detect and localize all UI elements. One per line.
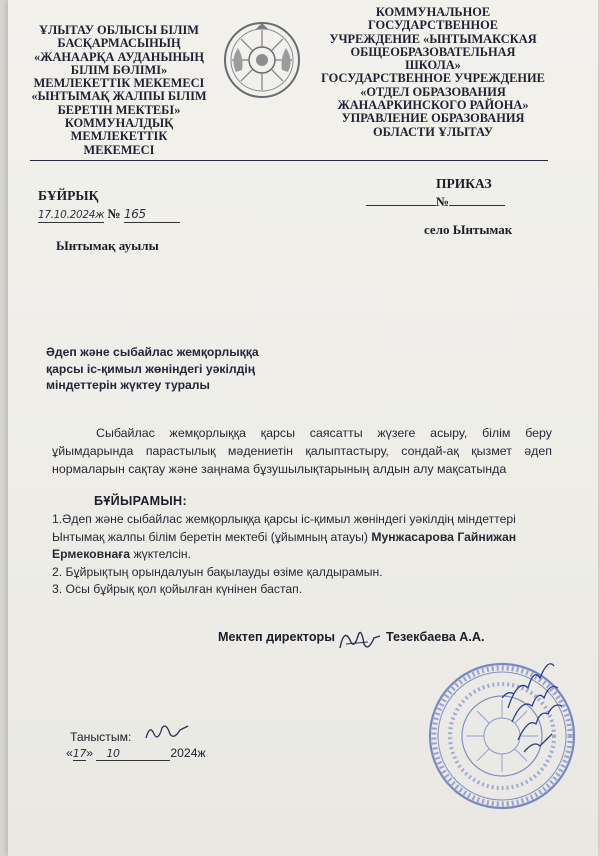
order-date-number [38,206,188,223]
header-left-line: БЕРЕТІН МЕКТЕБІ» [57,102,181,117]
header-right-line: УПРАВЛЕНИЕ ОБРАЗОВАНИЯ [341,111,525,126]
header-left-line: МЕКЕМЕСІ [83,142,155,157]
header-left-kazakh [30,24,208,157]
order-number-sign-ru: № [436,194,450,209]
header-right-line: ГОСУДАРСТВЕННОЕ УЧРЕЖДЕНИЕ [321,71,545,86]
order-label-kz: БҰЙРЫҚ [38,188,99,203]
acknowledgement-label: Таныстым: [70,730,132,744]
subject-line: міндеттерін жүктеу туралы [46,378,210,392]
handwritten-note-signature-icon [478,648,568,758]
order-subject [46,344,306,394]
order-date-handwritten: 17.10.2024ж [38,209,105,221]
header-right-line: ОБЩЕОБРАЗОВАТЕЛЬНАЯ [350,44,516,59]
item1-end: жүктелсін. [133,547,192,562]
order-items [52,511,552,599]
header-right-russian [308,6,558,139]
subject-line: Әдеп және сыбайлас жемқорлыққа [46,345,259,359]
close-quote: » [86,746,93,760]
item1-name: Мунжасарова Гайнижан Ермековнаға [52,529,517,562]
director-signature-icon [334,618,384,658]
preamble-text: Сыбайлас жемқорлыққа қарсы саясатты жүзеге асыру, білім беру ұйымдарында парастылық мәдениетін қалыптастыру, сондай-ақ қызмет әдеп нормаларын сақтау және заңнама бұзушылықтарының алдын алу мақсатында [52,426,552,476]
number-blank-line [449,205,505,206]
header-left-line: ҰЛЫТАУ ОБЛЫСЫ БІЛІМ [39,23,199,37]
open-quote: « [66,746,73,760]
order-label-ru: ПРИКАЗ [436,176,492,191]
order-word: БҰЙЫРАМЫН: [94,494,187,508]
acknowledgement-date [66,746,206,761]
ack-year: 2024ж [170,746,206,760]
header-right-line: КОММУНАЛЬНОЕ [375,5,491,19]
header-right-line: ЖАНААРКИНСКОГО РАЙОНА» [337,98,529,113]
header-left-line: МЕМЛЕКЕТТІК [70,129,168,144]
order-number-handwritten: 165 [123,207,146,221]
header-left-line: «ЖАНААРҚА АУДАНЫНЫҢ [34,49,204,64]
subject-line: қарсы іс-қимыл жөніндегі уәкілдің [46,361,256,376]
ack-day-handwritten: 17 [72,747,87,760]
state-emblem-icon [222,20,302,100]
place-ru: село Ынтымак [424,222,513,237]
header-left-line: БІЛІМ БӨЛІМІ» [70,62,168,77]
order-item-1 [52,511,552,564]
place-kz: Ынтымақ ауылы [56,238,159,253]
header-left-line: БАСҚАРМАСЫНЫҢ [57,36,181,51]
header-divider [30,160,548,161]
header-left-line: «ЫНТЫМАҚ ЖАЛПЫ БІЛІМ [31,89,207,104]
director-name: Тезекбаева А.А. [385,630,485,644]
header-left-line: МЕМЛЕКЕТТІК МЕКЕМЕСІ [33,76,205,91]
header-left-line: КОММУНАЛДЫҚ [64,116,174,131]
ack-month-handwritten: 10 [106,747,120,760]
header-right-line: ОБЛАСТИ ҰЛЫТАУ [373,124,493,139]
order-preamble [52,424,552,478]
order-item-2: 2. Бұйрықтың орындалуын бақылауды өзіме қалдырамын. [52,564,383,579]
acknowledgement-signature-icon [142,718,192,744]
order-number-sign: № [107,206,121,221]
header-right-line: «ОТДЕЛ ОБРАЗОВАНИЯ [360,84,506,99]
header-right-line: ШКОЛА» [405,58,461,73]
header-right-line: УЧРЕЖДЕНИЕ «ЫНТЫМАКСКАЯ [329,31,537,46]
order-number-ru [366,194,505,210]
item1-text: 1.Әдеп және сыбайлас жемқорлыққа қарсы іс-қимыл жөніндегі уәкілдің міндеттері Ынтымақ жалпы білім беретін мектебі (ұйымның атауы) [52,512,516,544]
header-right-line: ГОСУДАРСТВЕННОЕ [367,18,499,33]
director-label: Мектеп директоры [218,630,335,644]
document-page [8,0,598,856]
order-item-3: 3. Осы бұйрық қол қойылған күнінен бастап. [52,582,303,597]
date-blank-line [366,205,436,206]
